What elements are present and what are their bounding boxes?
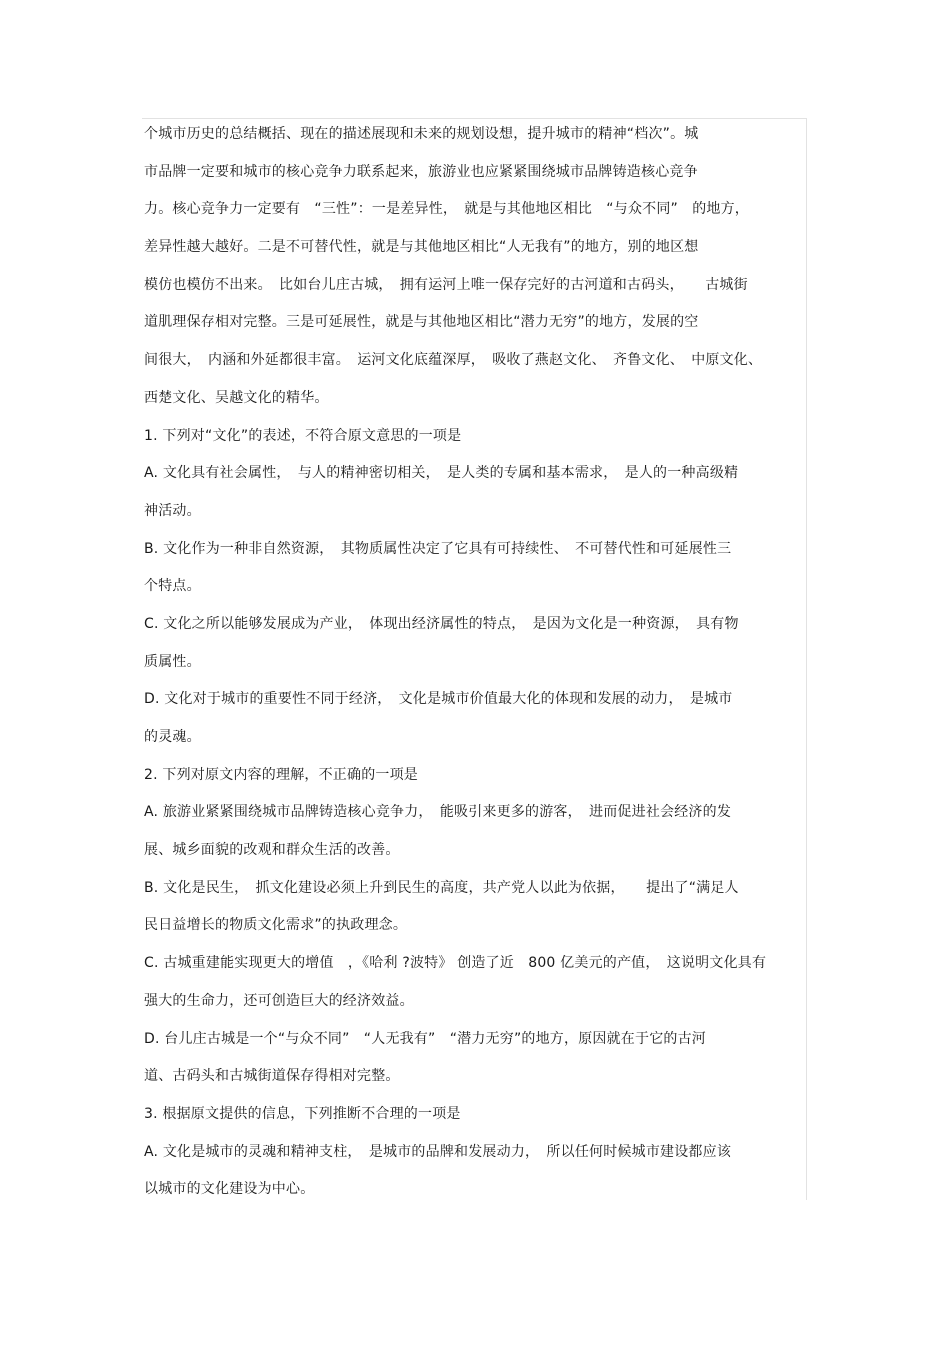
- document-body: [144, 116, 808, 1209]
- option-text: 以城市的文化建设为中心。: [144, 1181, 315, 1198]
- option-text: D. 台儿庄古城是一个“与众不同” “人无我有” “潜力无穷”的地方，原因就在于它的古河: [144, 1030, 706, 1047]
- option-text: 个特点。: [144, 578, 201, 595]
- text-line: 市品牌一定要和城市的核心竞争力联系起来，旅游业也应紧紧围绕城市品牌铸造核心竞争: [144, 163, 698, 180]
- question-heading: 1. 下列对“文化”的表述，不符合原文意思的一项是: [144, 427, 462, 444]
- option-text: A. 文化是城市的灵魂和精神支柱， 是城市的品牌和发展动力， 所以任何时候城市建设都应该: [144, 1143, 732, 1160]
- text-line: 力。核心竞争力一定要有 “三性”：一是差异性， 就是与其他地区相比 “与众不同” 的地方，: [144, 201, 750, 218]
- option-text: B. 文化作为一种非自然资源， 其物质属性决定了它具有可持续性、 不可替代性和可延展性三: [144, 540, 732, 557]
- text-line: 间很大， 内涵和外延都很丰富。 运河文化底蕴深厚， 吸收了燕赵文化、 齐鲁文化、 中原文化、: [144, 352, 763, 369]
- option-text: 展、城乡面貌的改观和群众生活的改善。: [144, 842, 400, 859]
- text-line: 西楚文化、吴越文化的精华。: [144, 389, 329, 406]
- text-line: 道肌理保存相对完整。三是可延展性，就是与其他地区相比“潜力无穷”的地方，发展的空: [144, 314, 699, 331]
- text-line: 模仿也模仿不出来。 比如台儿庄古城， 拥有运河上唯一保存完好的古河道和古码头， 古城街: [144, 276, 748, 293]
- option-text: 强大的生命力，还可创造巨大的经济效益。: [144, 992, 414, 1009]
- question-heading: 3. 根据原文提供的信息，下列推断不合理的一项是: [144, 1105, 461, 1122]
- option-text: B. 文化是民生， 抓文化建设必须上升到民生的高度，共产党人以此为依据， 提出了“满足人: [144, 879, 739, 896]
- option-text: C. 文化之所以能够发展成为产业， 体现出经济属性的特点， 是因为文化是一种资源， 具有物: [144, 615, 739, 632]
- option-text: A. 旅游业紧紧围绕城市品牌铸造核心竞争力， 能吸引来更多的游客， 进而促进社会经济的发: [144, 804, 732, 821]
- text-line: 个城市历史的总结概括、现在的描述展现和未来的规划设想，提升城市的精神“档次”。城: [144, 126, 699, 142]
- option-text: C. 古城重建能实现更大的增值 ，《哈利 ?波特》 创造了近 800 亿美元的产值， 这说明文化具有: [144, 955, 767, 972]
- option-text: 质属性。: [144, 653, 201, 670]
- option-text: 道、古码头和古城街道保存得相对完整。: [144, 1068, 400, 1085]
- option-text: D. 文化对于城市的重要性不同于经济， 文化是城市价值最大化的体现和发展的动力， 是城市: [144, 691, 733, 708]
- option-text: 民日益增长的物质文化需求”的执政理念。: [144, 917, 408, 934]
- question-heading: 2. 下列对原文内容的理解，不正确的一项是: [144, 766, 419, 783]
- option-text: 神活动。: [144, 502, 201, 519]
- option-text: 的灵魂。: [144, 729, 201, 745]
- option-text: A. 文化具有社会属性， 与人的精神密切相关， 是人类的专属和基本需求， 是人的一种高级精: [144, 465, 739, 482]
- text-line: 差异性越大越好。二是不可替代性，就是与其他地区相比“人无我有”的地方，别的地区想: [144, 239, 699, 256]
